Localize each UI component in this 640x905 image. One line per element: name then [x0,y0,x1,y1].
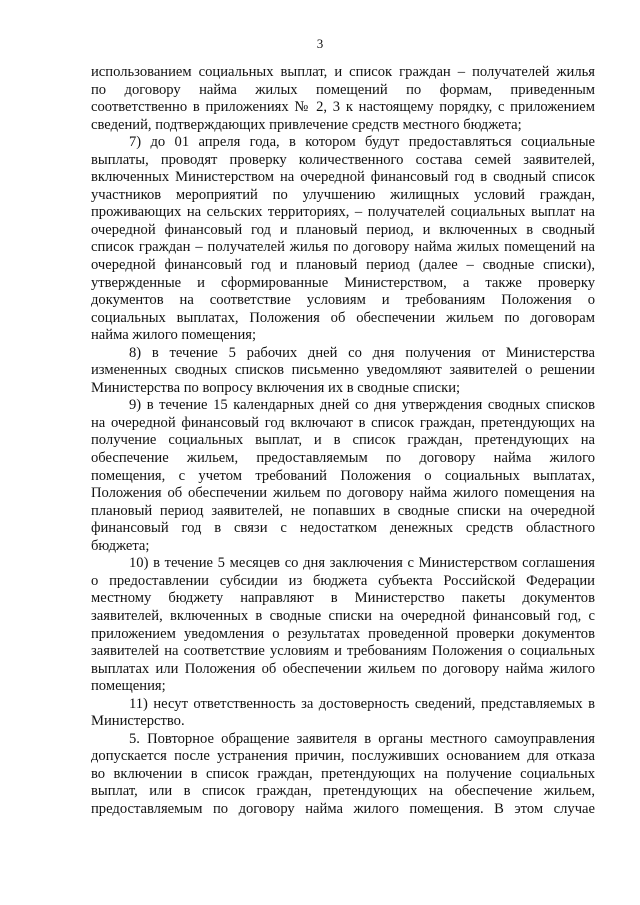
text-line: социальных выплатах, Положения об обеспечении жильем по договорам [91,309,595,326]
text-line: Министерство. [91,713,185,730]
text-line: выплатах или Положения об обеспечении жильем по договору найма жилого [91,660,595,677]
text-line: получение социальных выплат, и в список граждан, претендующих на [91,432,595,449]
text-line: документов на соответствие условиям и требованиям Положения о [91,292,595,309]
document-body-text [91,64,595,819]
text-line: очередной финансовый год и плановый период (далее – сводные списки), [91,257,595,274]
text-line: на очередной финансовый год включают в список граждан, претендующих на [91,414,595,431]
text-line: выплат, или в список граждан, претендующих на обеспечение жильем, [91,783,595,800]
text-line: найма жилого помещения; [91,327,257,344]
text-line: использованием социальных выплат, и список граждан – получателей жилья [91,64,595,80]
text-line: допускается после устранения причин, послуживших основанием для отказа [91,748,595,765]
text-line: заявителей, включенных в сводные списки на очередной финансовый год, с [91,607,595,624]
text-line: по договору найма жилых помещений по формам, приведенным [91,81,595,98]
text-line: местному бюджету направляют в Министерство пакеты документов [91,590,595,607]
text-line: 7) до 01 апреля года, в котором будут предоставляться социальные [129,134,595,151]
text-line: 11) несут ответственность за достоверность сведений, представляемых в [129,695,595,712]
text-line: обеспечение жильем, предоставляемым по договору найма жилого [91,450,595,467]
text-line: финансовый год в связи с недостатком денежных средств областного [91,520,595,537]
text-line: помещения, с учетом требований Положения о социальных выплатах, [91,467,595,484]
text-line: заявителей на соответствие условиям и требованиям Положения о социальных [91,643,595,660]
text-line: 9) в течение 15 календарных дней со дня утверждения сводных списков [129,397,595,414]
text-line: соответственно в приложениях № 2, 3 к настоящему порядку, с приложением [91,99,595,116]
text-line: участников мероприятий по улучшению жилищных условий граждан, [91,186,595,203]
text-line: Положения об обеспечении жильем по договору найма жилого помещения на [91,485,595,502]
text-line: измененных сводных списков письменно уведомляют заявителей о решении [91,362,595,379]
page-number: 3 [316,36,324,51]
text-line: включенных Министерством на очередной финансовый год в сводный список [91,169,595,186]
text-line: список граждан – получателей жилья по договору найма жилых помещений на [91,239,595,256]
text-line: помещения; [91,678,166,695]
text-line: бюджета; [91,537,150,554]
text-line: Министерства по вопросу включения их в сводные списки; [91,379,461,396]
text-line: 10) в течение 5 месяцев со дня заключения с Министерством соглашения [129,555,595,572]
text-line: предоставляемым по договору найма жилого помещения. В этом случае [91,800,595,817]
text-line: плановый период заявителей, не попавших в сводные списки на очередной [91,502,595,519]
text-line: утвержденные и сформированные Министерством, а также проверку [91,274,595,291]
text-line: 8) в течение 5 рабочих дней со дня получения от Министерства [129,344,595,361]
text-line: во включении в список граждан, претендующих на получение социальных [91,765,595,782]
text-line: очередной финансовый год и плановый период, и включенных в сводный [91,221,595,238]
text-line: проживающих на сельских территориях, – получателей социальных выплат на [91,204,595,221]
text-line: о предоставлении субсидии из бюджета субъекта Российской Федерации [91,572,595,589]
text-line: сведений, подтверждающих привлечение средств местного бюджета; [91,116,522,133]
text-line: 5. Повторное обращение заявителя в органы местного самоуправления [129,730,595,747]
text-line: приложением уведомления о результатах проведенной проверки документов [91,625,595,642]
text-line: выплаты, проводят проверку количественного состава семей заявителей, [91,151,595,168]
